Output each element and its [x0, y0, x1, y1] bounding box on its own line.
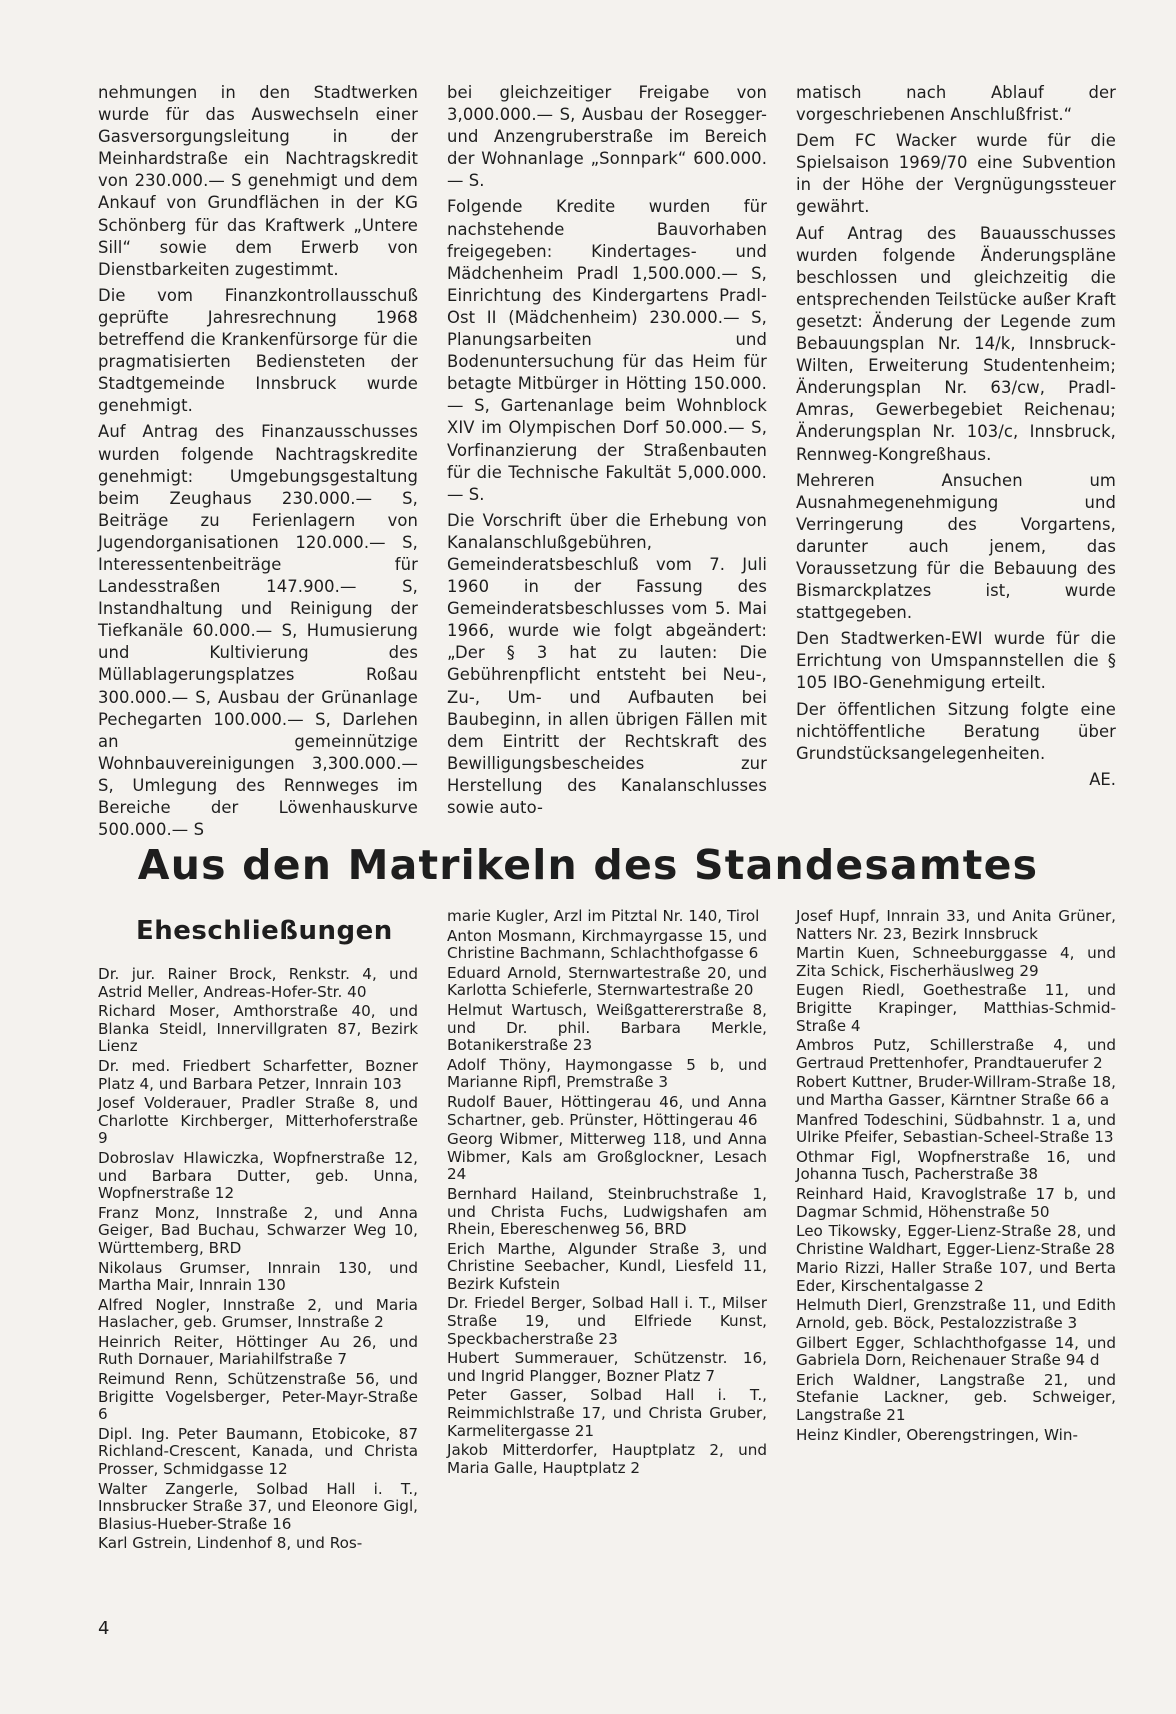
- marriage-entry: Heinz Kindler, Oberengstringen, Win-: [796, 1425, 1079, 1444]
- marriage-entry: Gilbert Egger, Schlachthofgasse 14, und Gabriela Dorn, Reichenauer Straße 94 d: [796, 1333, 1116, 1370]
- report-paragraph: matisch nach Ablauf der vorgeschriebenen Anschlußfrist.“: [796, 83, 1116, 125]
- report-column-2: [447, 82, 767, 823]
- marriage-entry: Karl Gstrein, Lindenhof 8, und Ros-: [98, 1534, 363, 1553]
- marriage-entry: Leo Tikowsky, Egger-Lienz-Straße 28, und Christine Waldhart, Egger-Lienz-Straße 28: [796, 1222, 1116, 1258]
- marriage-entry: Ambros Putz, Schillerstraße 4, und Gertraud Prettenhofer, Prandtauerufer 2: [796, 1036, 1116, 1072]
- section-title: Aus den Matrikeln des Standesamtes: [137, 841, 1039, 889]
- marriage-entry: Dr. med. Friedbert Scharfetter, Bozner Platz 4, und Barbara Petzer, Innrain 103: [98, 1056, 418, 1093]
- marriage-entry: Peter Gasser, Solbad Hall i. T., Reimmichlstraße 17, und Christa Gruber, Karmelitergasse 21: [447, 1386, 767, 1440]
- marriage-entry: Rudolf Bauer, Höttingerau 46, und Anna Schartner, geb. Prünster, Höttingerau 46: [447, 1092, 767, 1129]
- page-number: 4: [98, 1618, 110, 1639]
- report-paragraph: Den Stadtwerken-EWI wurde für die Errichtung von Umspannstellen die § 105 IBO-Genehmigung erteilt.: [796, 629, 1116, 693]
- marriage-entry: Jakob Mitterdorfer, Hauptplatz 2, und Maria Galle, Hauptplatz 2: [447, 1441, 767, 1477]
- marriage-entry: Martin Kuen, Schneeburggasse 4, und Zita Schick, Fischerhäuslweg 29: [796, 944, 1116, 980]
- marriage-entry: Helmuth Dierl, Grenzstraße 11, und Edith Arnold, geb. Böck, Pestalozzistraße 3: [796, 1296, 1116, 1333]
- marriage-entry: Adolf Thöny, Haymongasse 5 b, und Marianne Ripfl, Premstraße 3: [447, 1055, 767, 1092]
- marriage-entry: Manfred Todeschini, Südbahnstr. 1 a, und Ulrike Pfeifer, Sebastian-Scheel-Straße 13: [796, 1110, 1116, 1147]
- report-paragraph: nehmungen in den Stadtwerken wurde für das Auswechseln einer Gasversorgungsleitung in der Meinhardstraße ein Nachtragskredit von 230.000.— S genehmigt und dem Ankauf von Grundflächen in der KG Schönberg für das Kraftwerk „Untere Sill“ sowie dem Erwerb von Dienstbarkeiten zugestimmt.: [98, 83, 418, 279]
- marriage-column-3: [796, 908, 1116, 1446]
- marriage-entry: Georg Wibmer, Mitterweg 118, und Anna Wibmer, Kals am Großglockner, Lesach 24: [447, 1130, 767, 1184]
- report-paragraph: Die vom Finanzkontrollausschuß geprüfte Jahresrechnung 1968 betreffend die Krankenfürsorge für die pragmatisierten Bediensteten der Stadtgemeinde Innsbruck wurde genehmigt.: [98, 285, 418, 416]
- marriage-entry: Dipl. Ing. Peter Baumann, Etobicoke, 87 Richland-Crescent, Kanada, und Christa Prosser, Schmidgasse 12: [98, 1424, 418, 1479]
- marriage-entry: Richard Moser, Amthorstraße 40, und Blanka Steidl, Innervillgraten 87, Bezirk Lienz: [98, 1002, 418, 1056]
- marriage-column-1: [98, 908, 418, 1555]
- marriage-entry: Nikolaus Grumser, Innrain 130, und Martha Mair, Innrain 130: [98, 1258, 418, 1295]
- marriage-entry: Josef Hupf, Innrain 33, und Anita Grüner, Natters Nr. 23, Bezirk Innsbruck: [796, 907, 1116, 943]
- marriages-heading: Eheschließungen: [136, 916, 393, 946]
- report-paragraph: Der öffentlichen Sitzung folgte eine nichtöffentliche Beratung über Grundstücksangelegenheiten.: [796, 699, 1116, 763]
- marriage-entry: Othmar Figl, Wopfnerstraße 16, und Johanna Tusch, Pacherstraße 38: [796, 1147, 1116, 1184]
- marriage-entry: Josef Volderauer, Pradler Straße 8, und Charlotte Kirchberger, Mitterhoferstraße 9: [98, 1094, 418, 1148]
- report-paragraph: Mehreren Ansuchen um Ausnahmegenehmigung und Verringerung des Vorgartens, darunter auch jenem, das Voraussetzung für die Bebauung des Bismarckplatzes ist, wurde stattgegeben.: [796, 470, 1116, 623]
- marriage-entry: Alfred Nogler, Innstraße 2, und Maria Haslacher, geb. Grumser, Innstraße 2: [98, 1295, 418, 1332]
- marriage-entry: Walter Zangerle, Solbad Hall i. T., Innsbrucker Straße 37, und Eleonore Gigl, Blasius-Hueber-Straße 16: [98, 1479, 418, 1533]
- report-paragraph: Auf Antrag des Finanzausschusses wurden folgende Nachtragskredite genehmigt: Umgebungsgestaltung beim Zeughaus 230.000.— S, Beiträge zu Ferienlagern von Jugendorganisationen 120.000.— S, Interessentenbeiträge für Landesstraßen 147.900.— S, Instandhaltung und Reinigung der Tiefkanäle 60.000.— S, Humusierung und Kultivierung des Müllablagerungsplatzes Roßau 300.000.— S, Ausbau der Grünanlage Pechegarten 100.000.— S, Darlehen an gemeinnützige Wohnbauvereinigungen 3,300.000.— S, Umlegung des Rennweges im Bereiche der Löwenhauskurve 500.000.— S: [98, 422, 418, 840]
- marriage-entry: Anton Mosmann, Kirchmayrgasse 15, und Christine Bachmann, Schlachthofgasse 6: [447, 926, 767, 963]
- report-column-1: [98, 82, 418, 845]
- marriage-entry: Erich Waldner, Langstraße 21, und Stefanie Lackner, geb. Schweiger, Langstraße 21: [796, 1370, 1116, 1425]
- report-paragraph: Folgende Kredite wurden für nachstehende Bauvorhaben freigegeben: Kindertages- und Mädchenheim Pradl 1,500.000.— S, Einrichtung des Kindergartens Pradl-Ost II (Mädchenheim) 230.000.— S, Planungsarbeiten und Bodenuntersuchung für das Heim für betagte Mitbürger in Hötting 150.000.— S, Gartenanlage beim Wohnblock XIV im Olympischen Dorf 50.000.— S, Vorfinanzierung der Straßenbauten für die Technische Fakultät 5,000.000.— S.: [447, 197, 767, 504]
- report-paragraph: Auf Antrag des Bauausschusses wurden folgende Änderungspläne beschlossen und gleichzeitig die entsprechenden Teilstücke außer Kraft gesetzt: Änderung der Legende zum Bebauungsplan Nr. 14/k, Innsbruck-Wilten, Erweiterung Studentenheim; Änderungsplan Nr. 63/cw, Pradl-Amras, Gewerbegebiet Reichenau; Änderungsplan Nr. 103/c, Innsbruck, Rennweg-Kongreßhaus.: [796, 223, 1116, 464]
- marriage-entry: Eduard Arnold, Sternwartestraße 20, und Karlotta Schieferle, Sternwartestraße 20: [447, 963, 767, 1000]
- report-paragraph: Dem FC Wacker wurde für die Spielsaison 1969/70 eine Subvention in der Höhe der Vergnügungssteuer gewährt.: [796, 131, 1116, 217]
- marriage-entry: Hubert Summerauer, Schützenstr. 16, und Ingrid Plangger, Bozner Platz 7: [447, 1349, 767, 1385]
- marriage-entry: Reimund Renn, Schützenstraße 56, und Brigitte Vogelsberger, Peter-Mayr-Straße 6: [98, 1370, 418, 1424]
- author-signature: AE.: [1089, 769, 1116, 789]
- marriage-entry: Heinrich Reiter, Höttinger Au 26, und Ruth Dornauer, Mariahilfstraße 7: [98, 1332, 418, 1369]
- report-paragraph: Die Vorschrift über die Erhebung von Kanalanschlußgebühren, Gemeinderatsbeschluß vom 7. Juli 1960 in der Fassung des Gemeinderatsbeschlusses vom 5. Mai 1966, wurde wie folgt abgeändert: „Der § 3 hat zu lauten: Die Gebührenpflicht entsteht bei Neu-, Zu-, Um- und Aufbauten bei Baubeginn, in allen übrigen Fällen mit dem Eintritt der Rechtskraft des Bewilligungsbescheides zur Herstellung des Kanalanschlusses sowie auto-: [447, 510, 767, 817]
- marriage-entry: Mario Rizzi, Haller Straße 107, und Berta Eder, Kirschentalgasse 2: [796, 1259, 1116, 1295]
- report-column-3: [796, 82, 1116, 791]
- marriage-column-2: [447, 908, 767, 1479]
- report-paragraph: bei gleichzeitiger Freigabe von 3,000.000.— S, Ausbau der Rosegger- und Anzengruberstraße im Bereich der Wohnanlage „Sonnpark“ 600.000.— S.: [447, 83, 767, 191]
- marriage-entry: Bernhard Hailand, Steinbruchstraße 1, und Christa Fuchs, Ludwigshafen am Rhein, Ebereschenweg 56, BRD: [447, 1184, 767, 1239]
- marriage-entry: Dobroslav Hlawiczka, Wopfnerstraße 12, und Barbara Dutter, geb. Unna, Wopfnerstraße 12: [98, 1148, 418, 1203]
- marriage-entry: Reinhard Haid, Kravoglstraße 17 b, und Dagmar Schmid, Höhenstraße 50: [796, 1184, 1116, 1221]
- marriage-entry: Robert Kuttner, Bruder-Willram-Straße 18, und Martha Gasser, Kärntner Straße 66 a: [796, 1073, 1116, 1109]
- marriage-entry: Dr. jur. Rainer Brock, Renkstr. 4, und Astrid Meller, Andreas-Hofer-Str. 40: [98, 965, 418, 1001]
- marriage-entry: Franz Monz, Innstraße 2, und Anna Geiger, Bad Buchau, Schwarzer Weg 10, Württemberg, BRD: [98, 1203, 418, 1257]
- marriage-entry: marie Kugler, Arzl im Pitztal Nr. 140, Tirol: [447, 907, 760, 925]
- marriage-entry: Dr. Friedel Berger, Solbad Hall i. T., Milser Straße 19, und Elfriede Kunst, Speckbacherstraße 23: [447, 1294, 767, 1348]
- marriage-entry: Helmut Wartusch, Weißgattererstraße 8, und Dr. phil. Barbara Merkle, Botanikerstraße 23: [447, 1000, 767, 1055]
- marriage-entry: Erich Marthe, Algunder Straße 3, und Christine Seebacher, Kundl, Liesfeld 11, Bezirk Kufstein: [447, 1239, 767, 1293]
- marriage-entry: Eugen Riedl, Goethestraße 11, und Brigitte Krapinger, Matthias-Schmid-Straße 4: [796, 981, 1116, 1035]
